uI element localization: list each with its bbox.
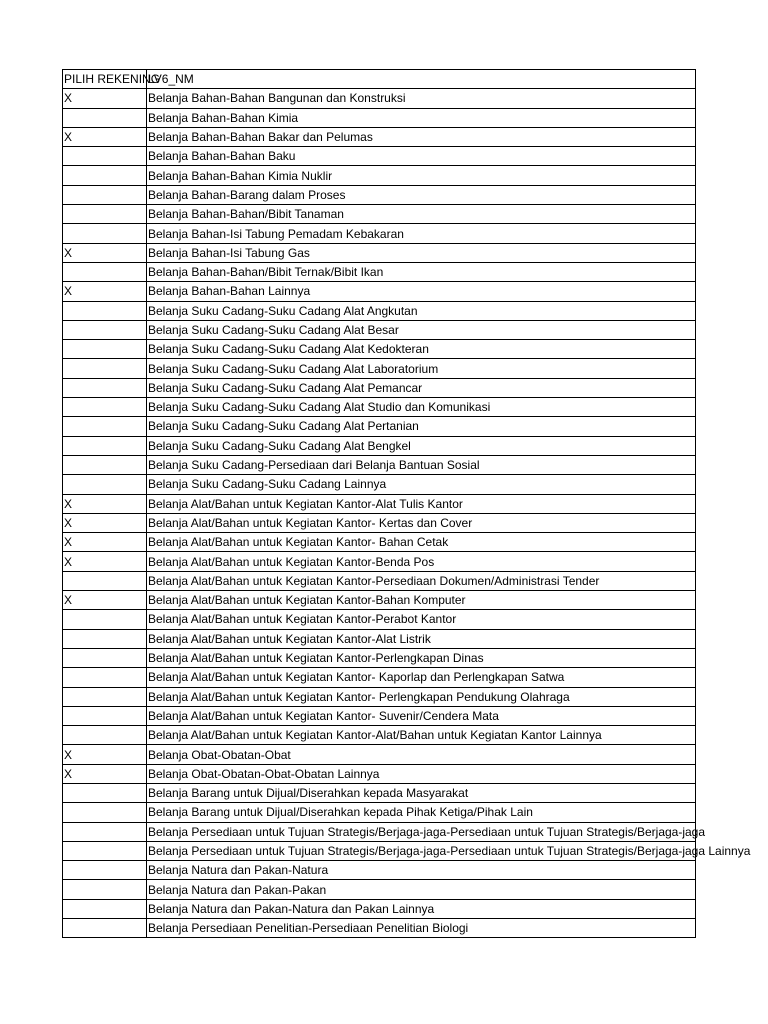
lv6-nm-cell[interactable]: Belanja Alat/Bahan untuk Kegiatan Kantor- Suvenir/Cendera Mata xyxy=(147,706,696,725)
table-row xyxy=(63,880,696,899)
table-row xyxy=(63,513,696,532)
lv6-nm-cell[interactable]: Belanja Suku Cadang-Suku Cadang Alat Kedokteran xyxy=(147,340,696,359)
header-row xyxy=(63,70,696,89)
pilih-cell[interactable] xyxy=(63,571,147,590)
table-row xyxy=(63,185,696,204)
lv6-nm-cell[interactable]: Belanja Alat/Bahan untuk Kegiatan Kantor-Persediaan Dokumen/Administrasi Tender xyxy=(147,571,696,590)
lv6-nm-cell[interactable]: Belanja Suku Cadang-Suku Cadang Alat Angkutan xyxy=(147,301,696,320)
lv6-nm-cell[interactable]: Belanja Bahan-Bahan Kimia xyxy=(147,108,696,127)
pilih-cell[interactable]: X xyxy=(63,89,147,108)
table-row xyxy=(63,455,696,474)
pilih-cell[interactable] xyxy=(63,147,147,166)
pilih-cell[interactable] xyxy=(63,629,147,648)
lv6-nm-cell[interactable]: Belanja Alat/Bahan untuk Kegiatan Kantor-Alat Listrik xyxy=(147,629,696,648)
lv6-nm-cell[interactable]: Belanja Bahan-Barang dalam Proses xyxy=(147,185,696,204)
table-row xyxy=(63,224,696,243)
lv6-nm-cell[interactable]: Belanja Bahan-Isi Tabung Gas xyxy=(147,243,696,262)
lv6-nm-cell[interactable]: Belanja Bahan-Bahan/Bibit Ternak/Bibit Ikan xyxy=(147,262,696,281)
pilih-cell[interactable] xyxy=(63,359,147,378)
table-row xyxy=(63,89,696,108)
lv6-nm-cell[interactable]: Belanja Bahan-Bahan Lainnya xyxy=(147,282,696,301)
pilih-cell[interactable] xyxy=(63,398,147,417)
table-row xyxy=(63,398,696,417)
table-row xyxy=(63,822,696,841)
header-pilih-rekening[interactable]: PILIH REKENING xyxy=(63,70,147,89)
lv6-nm-cell[interactable]: Belanja Suku Cadang-Suku Cadang Alat Bengkel xyxy=(147,436,696,455)
table-row xyxy=(63,610,696,629)
lv6-nm-cell[interactable]: Belanja Bahan-Bahan Baku xyxy=(147,147,696,166)
lv6-nm-cell[interactable]: Belanja Alat/Bahan untuk Kegiatan Kantor- Bahan Cetak xyxy=(147,533,696,552)
pilih-cell[interactable] xyxy=(63,706,147,725)
table-row xyxy=(63,919,696,938)
table-row xyxy=(63,494,696,513)
pilih-cell[interactable] xyxy=(63,166,147,185)
table-row xyxy=(63,629,696,648)
pilih-cell[interactable] xyxy=(63,841,147,860)
table-row xyxy=(63,726,696,745)
lv6-nm-cell[interactable]: Belanja Suku Cadang-Suku Cadang Alat Pemancar xyxy=(147,378,696,397)
pilih-cell[interactable] xyxy=(63,610,147,629)
table-row xyxy=(63,127,696,146)
pilih-cell[interactable] xyxy=(63,803,147,822)
table-row xyxy=(63,648,696,667)
lv6-nm-cell[interactable]: Belanja Natura dan Pakan-Natura xyxy=(147,861,696,880)
table-row xyxy=(63,533,696,552)
table-row xyxy=(63,764,696,783)
lv6-nm-cell[interactable]: Belanja Suku Cadang-Suku Cadang Alat Pertanian xyxy=(147,417,696,436)
pilih-cell[interactable] xyxy=(63,224,147,243)
spreadsheet xyxy=(62,69,751,938)
pilih-cell[interactable] xyxy=(63,668,147,687)
table-row xyxy=(63,147,696,166)
pilih-cell[interactable] xyxy=(63,320,147,339)
table-row xyxy=(63,591,696,610)
table-row xyxy=(63,205,696,224)
lv6-nm-cell[interactable]: Belanja Bahan-Bahan Kimia Nuklir xyxy=(147,166,696,185)
pilih-cell[interactable] xyxy=(63,185,147,204)
lv6-nm-cell[interactable]: Belanja Alat/Bahan untuk Kegiatan Kantor- Perlengkapan Pendukung Olahraga xyxy=(147,687,696,706)
pilih-cell[interactable] xyxy=(63,301,147,320)
table-row xyxy=(63,436,696,455)
table-row xyxy=(63,803,696,822)
pilih-cell[interactable] xyxy=(63,687,147,706)
pilih-cell[interactable] xyxy=(63,861,147,880)
pilih-cell[interactable] xyxy=(63,205,147,224)
table-row xyxy=(63,745,696,764)
pilih-cell[interactable]: X xyxy=(63,552,147,571)
table-row xyxy=(63,320,696,339)
table-row xyxy=(63,706,696,725)
lv6-nm-cell[interactable]: Belanja Natura dan Pakan-Pakan xyxy=(147,880,696,899)
table-row xyxy=(63,687,696,706)
lv6-nm-cell[interactable]: Belanja Suku Cadang-Suku Cadang Alat Studio dan Komunikasi xyxy=(147,398,696,417)
table-row xyxy=(63,571,696,590)
table-row xyxy=(63,783,696,802)
lv6-nm-cell[interactable]: Belanja Barang untuk Dijual/Diserahkan kepada Masyarakat xyxy=(147,783,696,802)
pilih-cell[interactable] xyxy=(63,262,147,281)
pilih-cell[interactable] xyxy=(63,880,147,899)
pilih-cell[interactable] xyxy=(63,417,147,436)
lv6-nm-cell[interactable]: Belanja Barang untuk Dijual/Diserahkan kepada Pihak Ketiga/Pihak Lain xyxy=(147,803,696,822)
table-row xyxy=(63,552,696,571)
lv6-nm-cell[interactable]: Belanja Bahan-Bahan Bakar dan Pelumas xyxy=(147,127,696,146)
pilih-cell[interactable] xyxy=(63,648,147,667)
pilih-cell[interactable] xyxy=(63,475,147,494)
pilih-cell[interactable]: X xyxy=(63,494,147,513)
table-row xyxy=(63,899,696,918)
pilih-cell[interactable]: X xyxy=(63,243,147,262)
lv6-nm-cell[interactable]: Belanja Suku Cadang-Persediaan dari Belanja Bantuan Sosial xyxy=(147,455,696,474)
pilih-cell[interactable]: X xyxy=(63,591,147,610)
lv6-nm-cell[interactable]: Belanja Suku Cadang-Suku Cadang Lainnya xyxy=(147,475,696,494)
pilih-cell[interactable]: X xyxy=(63,282,147,301)
pilih-cell[interactable] xyxy=(63,899,147,918)
pilih-cell[interactable]: X xyxy=(63,745,147,764)
pilih-cell[interactable]: X xyxy=(63,127,147,146)
table-row xyxy=(63,841,696,860)
pilih-cell[interactable] xyxy=(63,108,147,127)
lv6-nm-cell[interactable]: Belanja Alat/Bahan untuk Kegiatan Kantor-Benda Pos xyxy=(147,552,696,571)
table-row xyxy=(63,262,696,281)
lv6-nm-cell[interactable]: Belanja Obat-Obatan-Obat xyxy=(147,745,696,764)
header-lv6-nm[interactable]: LV6_NM xyxy=(147,70,696,89)
lv6-nm-cell[interactable]: Belanja Bahan-Bahan Bangunan dan Konstruksi xyxy=(147,89,696,108)
lv6-nm-cell[interactable]: Belanja Bahan-Bahan/Bibit Tanaman xyxy=(147,205,696,224)
pilih-cell[interactable] xyxy=(63,783,147,802)
table-row xyxy=(63,166,696,185)
pilih-cell[interactable] xyxy=(63,822,147,841)
lv6-nm-cell[interactable]: Belanja Alat/Bahan untuk Kegiatan Kantor-Bahan Komputer xyxy=(147,591,696,610)
table-row xyxy=(63,475,696,494)
lv6-nm-cell[interactable]: Belanja Alat/Bahan untuk Kegiatan Kantor- Kertas dan Cover xyxy=(147,513,696,532)
table-row xyxy=(63,340,696,359)
lv6-nm-cell[interactable]: Belanja Persediaan untuk Tujuan Strategis/Berjaga-jaga-Persediaan untuk Tujuan Strategis/Berjaga-jaga xyxy=(147,822,696,841)
lv6-nm-cell[interactable]: Belanja Persediaan untuk Tujuan Strategis/Berjaga-jaga-Persediaan untuk Tujuan Strategis/Berjaga-jaga Lainnya xyxy=(147,841,696,860)
lv6-nm-cell[interactable]: Belanja Alat/Bahan untuk Kegiatan Kantor-Perlengkapan Dinas xyxy=(147,648,696,667)
lv6-nm-cell[interactable]: Belanja Suku Cadang-Suku Cadang Alat Besar xyxy=(147,320,696,339)
table-row xyxy=(63,417,696,436)
lv6-nm-cell[interactable]: Belanja Alat/Bahan untuk Kegiatan Kantor-Alat Tulis Kantor xyxy=(147,494,696,513)
table-row xyxy=(63,359,696,378)
lv6-nm-cell[interactable]: Belanja Alat/Bahan untuk Kegiatan Kantor- Kaporlap dan Perlengkapan Satwa xyxy=(147,668,696,687)
table-row xyxy=(63,243,696,262)
lv6-nm-cell[interactable]: Belanja Obat-Obatan-Obat-Obatan Lainnya xyxy=(147,764,696,783)
pilih-cell[interactable] xyxy=(63,378,147,397)
lv6-nm-cell[interactable]: Belanja Persediaan Penelitian-Persediaan Penelitian Biologi xyxy=(147,919,696,938)
lv6-nm-cell[interactable]: Belanja Alat/Bahan untuk Kegiatan Kantor-Alat/Bahan untuk Kegiatan Kantor Lainnya xyxy=(147,726,696,745)
lv6-nm-cell[interactable]: Belanja Natura dan Pakan-Natura dan Pakan Lainnya xyxy=(147,899,696,918)
pilih-cell[interactable] xyxy=(63,436,147,455)
pilih-cell[interactable]: X xyxy=(63,513,147,532)
lv6-nm-cell[interactable]: Belanja Bahan-Isi Tabung Pemadam Kebakaran xyxy=(147,224,696,243)
lv6-nm-cell[interactable]: Belanja Suku Cadang-Suku Cadang Alat Laboratorium xyxy=(147,359,696,378)
table-body xyxy=(63,89,751,938)
data-table xyxy=(62,69,751,938)
table-row xyxy=(63,282,696,301)
pilih-cell[interactable] xyxy=(63,455,147,474)
pilih-cell[interactable] xyxy=(63,340,147,359)
pilih-cell[interactable]: X xyxy=(63,533,147,552)
lv6-nm-cell[interactable]: Belanja Alat/Bahan untuk Kegiatan Kantor-Perabot Kantor xyxy=(147,610,696,629)
pilih-cell[interactable] xyxy=(63,726,147,745)
table-row xyxy=(63,378,696,397)
table-row xyxy=(63,861,696,880)
table-row xyxy=(63,301,696,320)
pilih-cell[interactable] xyxy=(63,919,147,938)
table-row xyxy=(63,668,696,687)
pilih-cell[interactable]: X xyxy=(63,764,147,783)
table-row xyxy=(63,108,696,127)
